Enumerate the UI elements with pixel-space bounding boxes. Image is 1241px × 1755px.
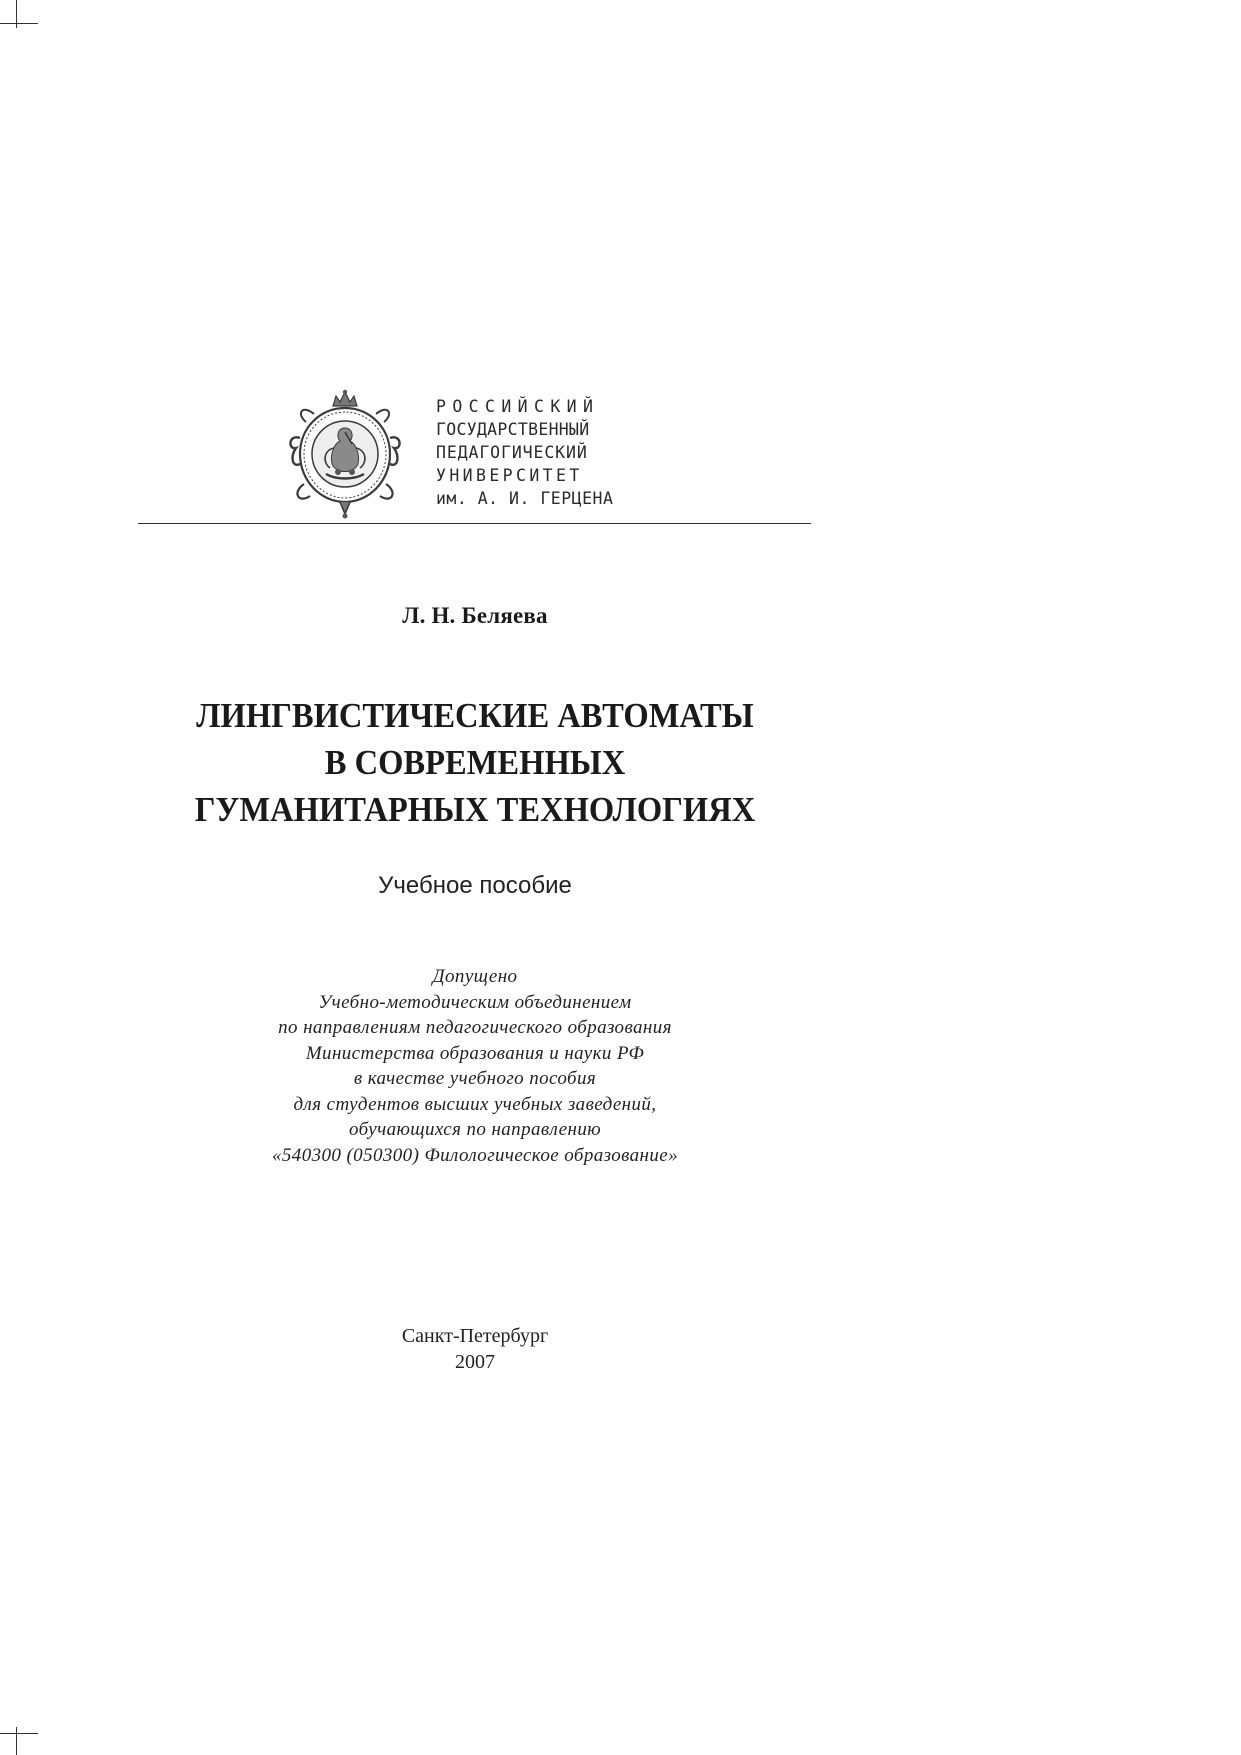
crop-mark-top-left	[0, 23, 38, 24]
crop-mark-bottom-left	[16, 1727, 17, 1755]
approval-line: «540300 (050300) Филологическое образование»	[272, 1144, 678, 1166]
book-subtitle: Учебное пособие	[378, 872, 572, 899]
publisher-line: им. А. И. ГЕРЦЕНА	[436, 489, 614, 508]
publisher-line: РОССИЙСКИЙ	[436, 397, 600, 416]
publisher-line: ГОСУДАРСТВЕННЫЙ	[436, 420, 590, 439]
imprint-year: 2007	[455, 1351, 495, 1373]
approval-line: в качестве учебного пособия	[353, 1068, 597, 1089]
university-emblem-icon	[286, 388, 404, 520]
publisher-line: ПЕДАГОГИЧЕСКИЙ	[436, 443, 588, 462]
approval-line: по направлениям педагогического образования	[278, 1017, 672, 1038]
approval-line: для студентов высших учебных заведений,	[293, 1093, 657, 1115]
publisher-name	[436, 395, 613, 510]
approval-line: Министерства образования и науки РФ	[305, 1042, 645, 1064]
publisher-line: УНИВЕРСИТЕТ	[436, 466, 583, 485]
approval-line: обучающихся по направлению	[348, 1119, 602, 1140]
imprint-city: Санкт-Петербург	[401, 1325, 549, 1347]
title-line: ГУМАНИТАРНЫХ ТЕХНОЛОГИЯХ	[194, 790, 756, 829]
crop-mark-bottom-left	[0, 1733, 38, 1734]
approval-line: Допущено	[432, 966, 518, 987]
header-divider	[138, 523, 811, 524]
imprint	[130, 1323, 820, 1375]
author-name: Л. Н. Беляева	[402, 603, 548, 628]
approval-line: Учебно-методическим объединением	[318, 991, 632, 1013]
book-title	[154, 692, 796, 833]
approval-notice	[130, 964, 820, 1168]
title-line: ЛИНГВИСТИЧЕСКИЕ АВТОМАТЫ	[196, 696, 754, 735]
title-line: В СОВРЕМЕННЫХ	[324, 743, 626, 782]
